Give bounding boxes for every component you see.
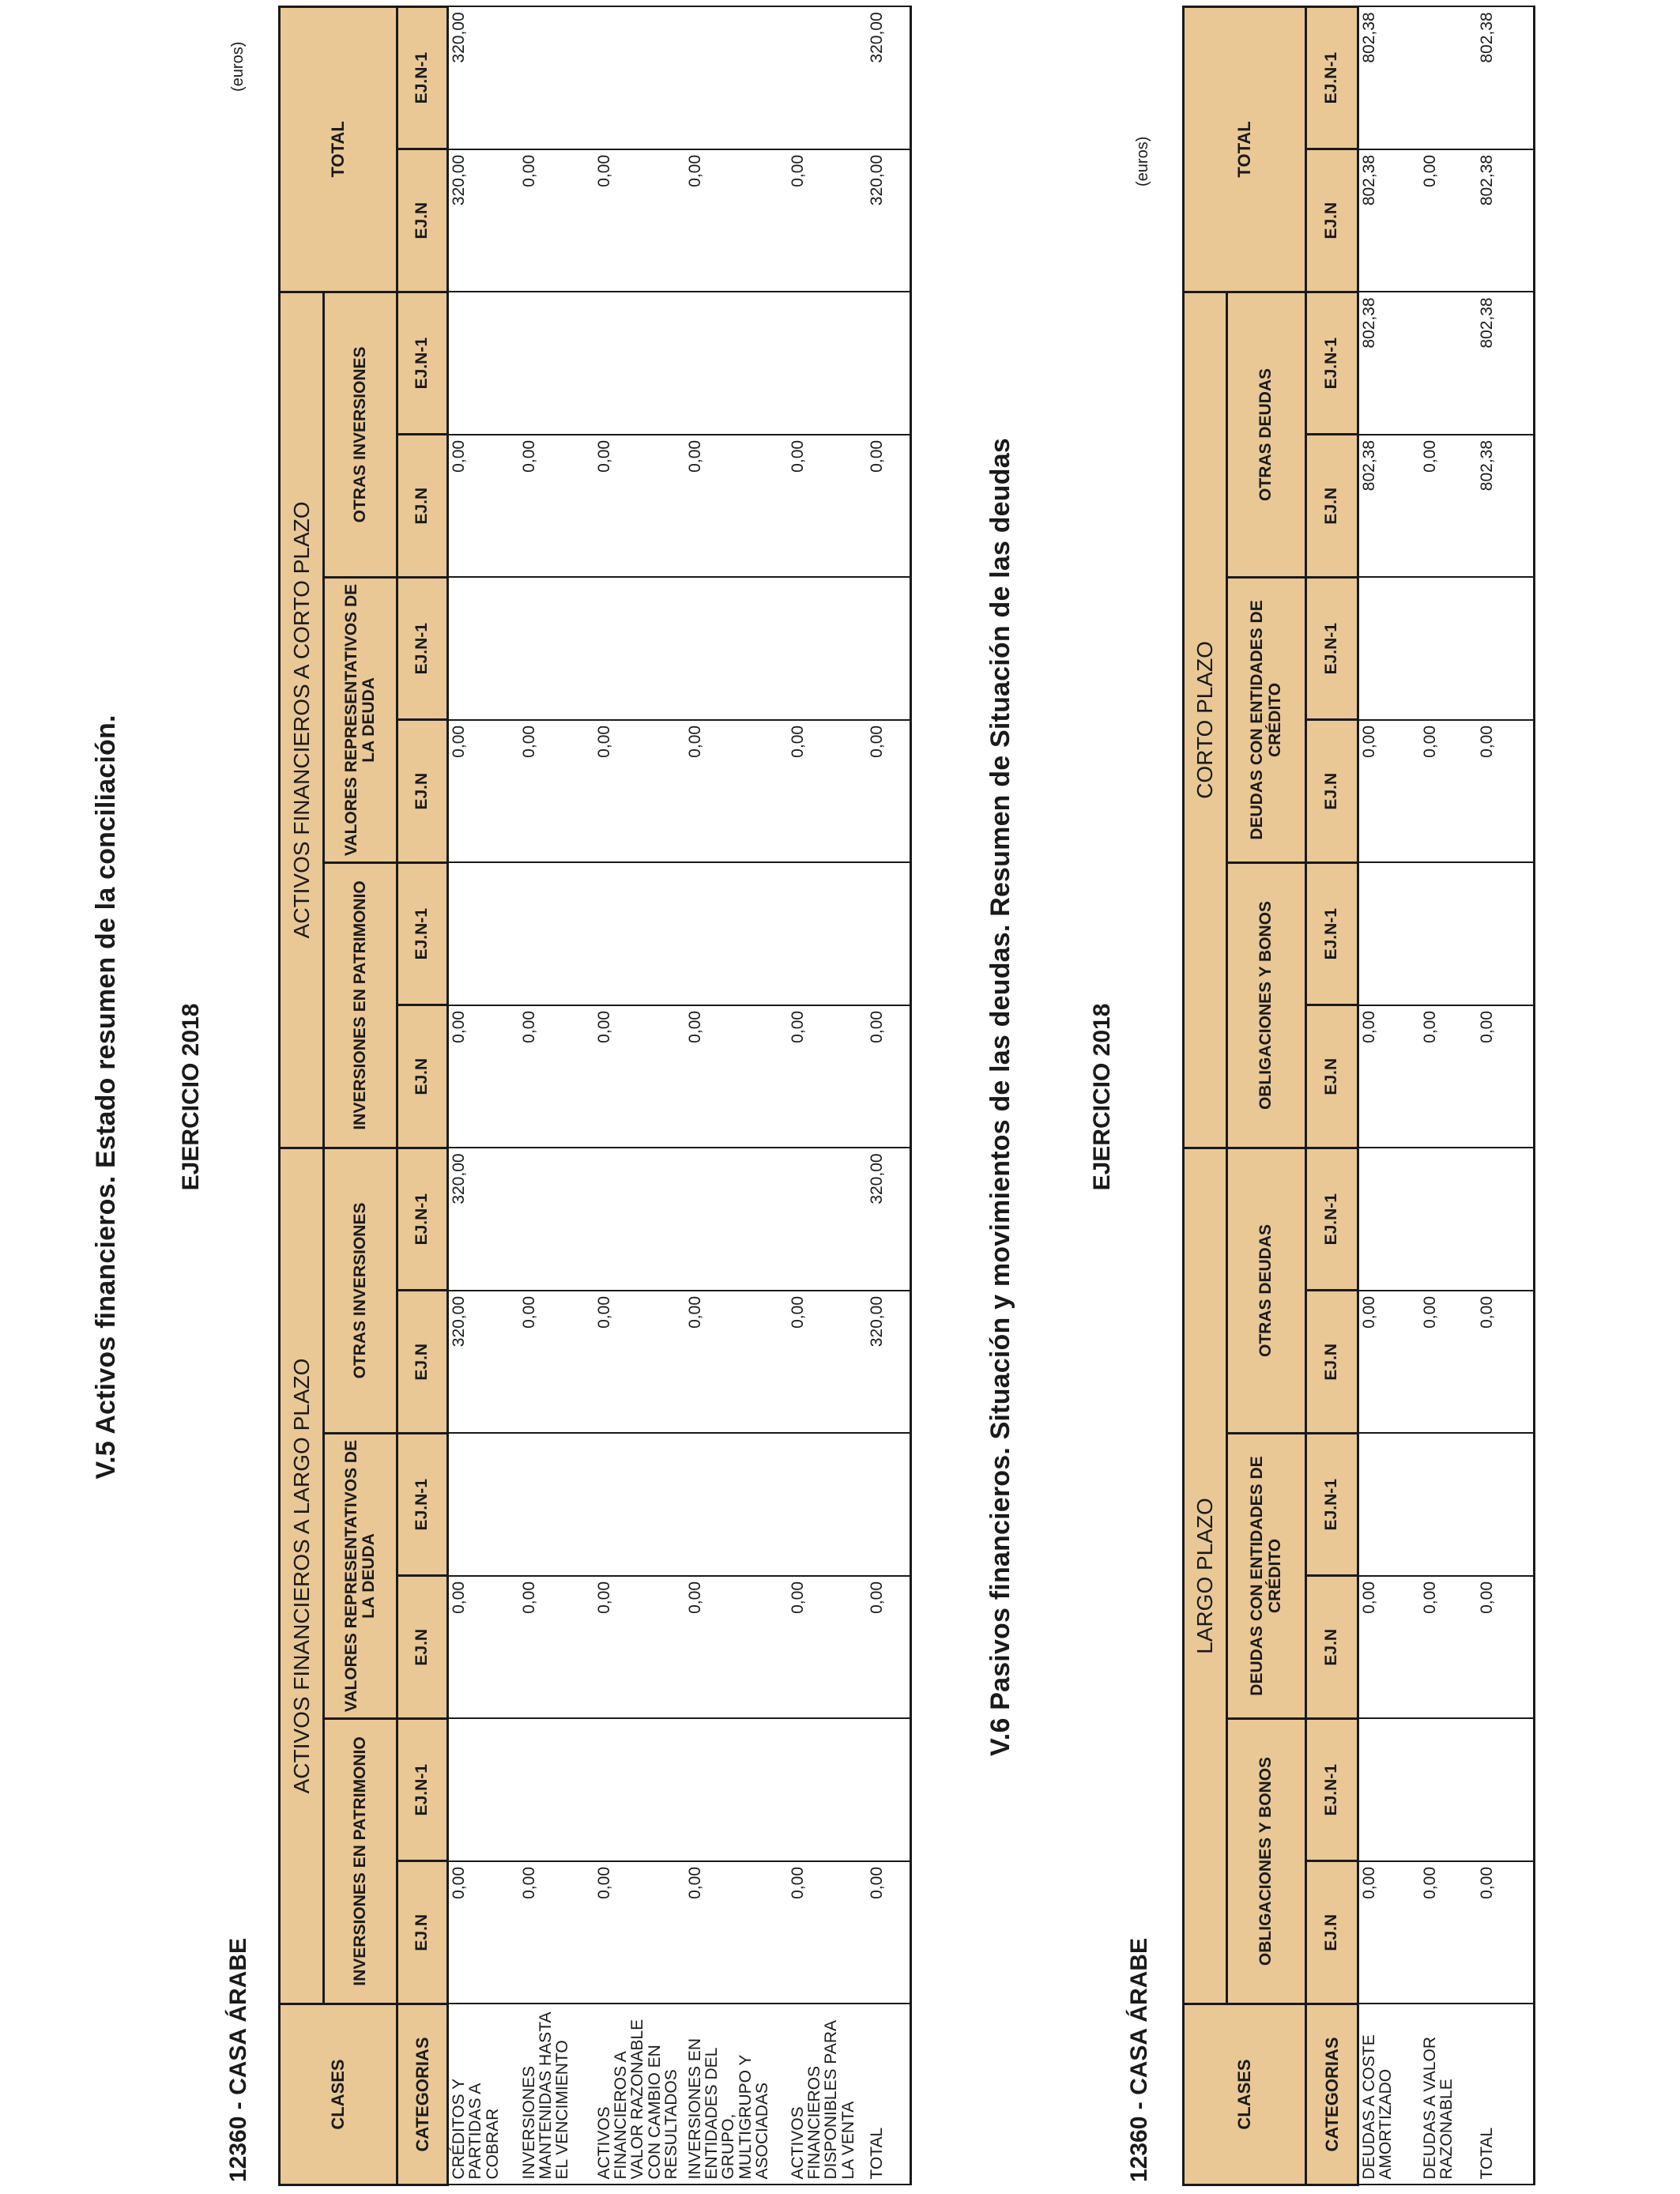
v6-header-cp-obligaciones: OBLIGACIONES Y BONOS xyxy=(1227,862,1306,1148)
value-cell: 802,38 xyxy=(1358,6,1420,149)
value-cell: 802,38 xyxy=(1477,292,1535,435)
v6-header-ej-n-1: EJ.N-1 xyxy=(1306,292,1358,435)
v5-header-lp-otras: OTRAS INVERSIONES xyxy=(324,1148,397,1433)
value-cell: 0,00 xyxy=(1358,1576,1420,1719)
value-cell xyxy=(685,1719,788,1862)
row-label: ACTIVOS FINANCIEROS DISPONIBLES PARA LA VENTA xyxy=(788,2004,867,2185)
value-cell: 802,38 xyxy=(1358,435,1420,578)
value-cell: 0,00 xyxy=(1420,720,1477,863)
v6-header-ej-n: EJ.N xyxy=(1306,1291,1358,1434)
v6-header-corto: CORTO PLAZO xyxy=(1184,292,1227,1148)
v6-header-ej-n-1: EJ.N-1 xyxy=(1306,6,1358,149)
table-row xyxy=(448,6,519,2185)
value-cell xyxy=(519,1719,594,1862)
v6-header-ej-n-1: EJ.N-1 xyxy=(1306,1434,1358,1577)
value-cell: 0,00 xyxy=(788,149,867,292)
value-cell xyxy=(1420,292,1477,435)
value-cell: 0,00 xyxy=(519,435,594,578)
value-cell xyxy=(1358,1148,1420,1291)
value-cell: 802,38 xyxy=(1477,149,1535,292)
v5-title: V.5 Activos financieros. Estado resumen de la conciliación. xyxy=(91,714,121,1480)
v5-header-ej-n: EJ.N xyxy=(397,149,448,292)
value-cell xyxy=(594,1148,685,1291)
v6-header-categorias: CATEGORIAS xyxy=(1306,2004,1358,2185)
value-cell xyxy=(1477,577,1535,720)
v5-unit: (euros) xyxy=(229,41,247,92)
value-cell xyxy=(519,292,594,435)
v5-header-ej-n-1: EJ.N-1 xyxy=(397,1148,448,1291)
v5-header-total: TOTAL xyxy=(280,6,397,292)
value-cell xyxy=(594,862,685,1005)
value-cell xyxy=(867,1719,911,1862)
value-cell: 0,00 xyxy=(519,720,594,863)
value-cell xyxy=(1420,6,1477,149)
v6-header-ej-n: EJ.N xyxy=(1306,435,1358,578)
v6-table xyxy=(1182,6,1535,2186)
v5-header-ej-n: EJ.N xyxy=(397,1576,448,1719)
value-cell: 320,00 xyxy=(448,149,519,292)
value-cell: 0,00 xyxy=(788,1005,867,1148)
value-cell: 0,00 xyxy=(1477,1291,1535,1434)
v6-header-ej-n-1: EJ.N-1 xyxy=(1306,1148,1358,1291)
v5-header-ej-n: EJ.N xyxy=(397,1291,448,1434)
value-cell xyxy=(519,577,594,720)
v5-header-ej-n: EJ.N xyxy=(397,720,448,863)
value-cell: 0,00 xyxy=(867,435,911,578)
value-cell xyxy=(594,1719,685,1862)
value-cell xyxy=(448,1434,519,1577)
table-row xyxy=(594,6,685,2185)
value-cell: 0,00 xyxy=(1477,1005,1535,1148)
v5-header-lp-valores: VALORES REPRESENTATIVOS DE LA DEUDA xyxy=(324,1434,397,1719)
table-row xyxy=(788,6,867,2185)
value-cell: 320,00 xyxy=(867,149,911,292)
value-cell: 320,00 xyxy=(448,1291,519,1434)
value-cell xyxy=(1477,1148,1535,1291)
value-cell: 0,00 xyxy=(867,1576,911,1719)
v5-header-cp-inv-patrimonio: INVERSIONES EN PATRIMONIO xyxy=(324,862,397,1148)
v6-header-total: TOTAL xyxy=(1184,6,1306,292)
value-cell xyxy=(448,1719,519,1862)
row-label: TOTAL xyxy=(867,2004,911,2185)
table-row xyxy=(867,6,911,2185)
row-label: CRÉDITOS Y PARTIDAS A COBRAR xyxy=(448,2004,519,2185)
value-cell: 0,00 xyxy=(1358,1005,1420,1148)
value-cell: 0,00 xyxy=(448,1861,519,2004)
value-cell xyxy=(1420,577,1477,720)
v5-header-largo: ACTIVOS FINANCIEROS A LARGO PLAZO xyxy=(280,1148,324,2004)
value-cell xyxy=(448,292,519,435)
value-cell: 0,00 xyxy=(867,720,911,863)
value-cell xyxy=(1420,862,1477,1005)
v5-header-ej-n-1: EJ.N-1 xyxy=(397,1719,448,1862)
value-cell xyxy=(867,862,911,1005)
value-cell xyxy=(594,1434,685,1577)
value-cell xyxy=(519,862,594,1005)
v6-header-clases: CLASES xyxy=(1184,2004,1306,2185)
value-cell: 0,00 xyxy=(519,1291,594,1434)
table-row xyxy=(1420,6,1477,2185)
value-cell xyxy=(594,577,685,720)
value-cell: 0,00 xyxy=(594,1861,685,2004)
v5-header-clases: CLASES xyxy=(280,2004,397,2185)
value-cell: 0,00 xyxy=(519,149,594,292)
row-label: DEUDAS A VALOR RAZONABLE xyxy=(1420,2004,1477,2185)
v6-title: V.6 Pasivos financieros. Situación y movimientos de las deudas. Resumen de Situación de las deudas xyxy=(985,438,1015,1756)
value-cell xyxy=(1358,1434,1420,1577)
v5-year: EJERCICIO 2018 xyxy=(178,1003,204,1191)
v6-unit: (euros) xyxy=(1134,136,1151,187)
v5-header-ej-n-1: EJ.N-1 xyxy=(397,577,448,720)
value-cell: 0,00 xyxy=(1420,435,1477,578)
v5-header-corto: ACTIVOS FINANCIEROS A CORTO PLAZO xyxy=(280,292,324,1148)
table-row xyxy=(1477,6,1535,2185)
v5-header-ej-n: EJ.N xyxy=(397,435,448,578)
value-cell: 0,00 xyxy=(788,1576,867,1719)
v5-entity: 12360 - CASA ÁRABE xyxy=(225,1938,251,2182)
v6-entity: 12360 - CASA ÁRABE xyxy=(1126,1938,1152,2182)
value-cell: 0,00 xyxy=(1477,1576,1535,1719)
v6-header-cp-deudas-credito: DEUDAS CON ENTIDADES DE CRÉDITO xyxy=(1227,577,1306,862)
value-cell: 0,00 xyxy=(685,1005,788,1148)
value-cell: 0,00 xyxy=(867,1005,911,1148)
v6-header-cp-otras-deudas: OTRAS DEUDAS xyxy=(1227,292,1306,577)
value-cell: 0,00 xyxy=(1477,1861,1535,2004)
table-row xyxy=(1358,6,1420,2185)
value-cell xyxy=(867,577,911,720)
v5-header-ej-n-1: EJ.N-1 xyxy=(397,6,448,149)
v5-header-cp-otras: OTRAS INVERSIONES xyxy=(324,292,397,577)
v6-header-largo: LARGO PLAZO xyxy=(1184,1148,1227,2004)
v5-header-categorias: CATEGORIAS xyxy=(397,2004,448,2185)
value-cell: 0,00 xyxy=(594,1005,685,1148)
value-cell: 0,00 xyxy=(1420,1291,1477,1434)
value-cell xyxy=(788,6,867,149)
value-cell: 802,38 xyxy=(1358,292,1420,435)
value-cell: 320,00 xyxy=(448,1148,519,1291)
v6-header-ej-n: EJ.N xyxy=(1306,720,1358,863)
value-cell: 0,00 xyxy=(594,435,685,578)
row-label: INVERSIONES EN ENTIDADES DEL GRUPO, MULTIGRUPO Y ASOCIADAS xyxy=(685,2004,788,2185)
v6-header-ej-n-1: EJ.N-1 xyxy=(1306,862,1358,1005)
row-label: ACTIVOS FINANCIEROS A VALOR RAZONABLE CON CAMBIO EN RESULTADOS xyxy=(594,2004,685,2185)
value-cell xyxy=(685,862,788,1005)
value-cell xyxy=(1420,1434,1477,1577)
value-cell: 0,00 xyxy=(448,720,519,863)
value-cell: 0,00 xyxy=(685,1576,788,1719)
value-cell: 0,00 xyxy=(1420,1861,1477,2004)
value-cell xyxy=(788,292,867,435)
value-cell: 0,00 xyxy=(685,149,788,292)
value-cell xyxy=(1358,577,1420,720)
value-cell: 0,00 xyxy=(594,1576,685,1719)
value-cell: 0,00 xyxy=(788,720,867,863)
value-cell: 0,00 xyxy=(448,435,519,578)
v5-table xyxy=(278,6,912,2186)
value-cell: 0,00 xyxy=(1420,1576,1477,1719)
value-cell xyxy=(519,1434,594,1577)
value-cell xyxy=(685,292,788,435)
table-row xyxy=(685,6,788,2185)
value-cell xyxy=(1420,1719,1477,1862)
v6-header-lp-otras-deudas: OTRAS DEUDAS xyxy=(1227,1148,1306,1433)
value-cell xyxy=(788,1148,867,1291)
value-cell: 0,00 xyxy=(1420,1005,1477,1148)
v5-header-cp-valores: VALORES REPRESENTATIVOS DE LA DEUDA xyxy=(324,577,397,862)
value-cell: 0,00 xyxy=(448,1005,519,1148)
value-cell: 0,00 xyxy=(519,1861,594,2004)
value-cell: 0,00 xyxy=(685,435,788,578)
value-cell xyxy=(594,292,685,435)
value-cell: 0,00 xyxy=(1477,720,1535,863)
value-cell xyxy=(448,862,519,1005)
value-cell xyxy=(867,1434,911,1577)
row-label: TOTAL xyxy=(1477,2004,1535,2185)
value-cell: 0,00 xyxy=(1358,1861,1420,2004)
value-cell: 0,00 xyxy=(519,1005,594,1148)
value-cell xyxy=(448,577,519,720)
value-cell xyxy=(1358,1719,1420,1862)
value-cell xyxy=(1477,1434,1535,1577)
v5-header-lp-inv-patrimonio: INVERSIONES EN PATRIMONIO xyxy=(324,1719,397,2004)
row-label: INVERSIONES MANTENIDAS HASTA EL VENCIMIENTO xyxy=(519,2004,594,2185)
table-row xyxy=(519,6,594,2185)
value-cell: 0,00 xyxy=(685,720,788,863)
value-cell: 320,00 xyxy=(867,1148,911,1291)
v5-header-ej-n-1: EJ.N-1 xyxy=(397,862,448,1005)
value-cell xyxy=(1477,862,1535,1005)
value-cell xyxy=(1477,1719,1535,1862)
value-cell: 0,00 xyxy=(1358,720,1420,863)
value-cell: 0,00 xyxy=(1358,1291,1420,1434)
value-cell: 320,00 xyxy=(867,6,911,149)
v6-header-ej-n-1: EJ.N-1 xyxy=(1306,577,1358,720)
value-cell xyxy=(788,1719,867,1862)
v5-header-ej-n-1: EJ.N-1 xyxy=(397,292,448,435)
value-cell: 0,00 xyxy=(519,1576,594,1719)
value-cell xyxy=(519,1148,594,1291)
value-cell: 0,00 xyxy=(1420,149,1477,292)
v6-header-lp-deudas-credito: DEUDAS CON ENTIDADES DE CRÉDITO xyxy=(1227,1434,1306,1719)
value-cell: 0,00 xyxy=(867,1861,911,2004)
value-cell: 0,00 xyxy=(594,149,685,292)
value-cell: 0,00 xyxy=(448,1576,519,1719)
value-cell xyxy=(685,6,788,149)
value-cell xyxy=(788,1434,867,1577)
v5-header-ej-n: EJ.N xyxy=(397,1861,448,2004)
value-cell: 802,38 xyxy=(1477,435,1535,578)
value-cell xyxy=(1420,1148,1477,1291)
value-cell: 0,00 xyxy=(788,435,867,578)
v5-header-ej-n-1: EJ.N-1 xyxy=(397,1434,448,1577)
value-cell: 0,00 xyxy=(685,1291,788,1434)
value-cell xyxy=(594,6,685,149)
value-cell xyxy=(1358,862,1420,1005)
value-cell xyxy=(788,577,867,720)
value-cell xyxy=(685,1148,788,1291)
value-cell xyxy=(519,6,594,149)
value-cell xyxy=(685,577,788,720)
value-cell: 320,00 xyxy=(867,1291,911,1434)
value-cell: 0,00 xyxy=(594,1291,685,1434)
value-cell xyxy=(685,1434,788,1577)
v6-header-ej-n-1: EJ.N-1 xyxy=(1306,1719,1358,1862)
value-cell: 0,00 xyxy=(594,720,685,863)
value-cell: 0,00 xyxy=(788,1291,867,1434)
v6-header-ej-n: EJ.N xyxy=(1306,1005,1358,1148)
value-cell: 0,00 xyxy=(685,1861,788,2004)
v6-header-ej-n: EJ.N xyxy=(1306,1861,1358,2004)
v5-header-ej-n: EJ.N xyxy=(397,1005,448,1148)
v6-header-lp-obligaciones: OBLIGACIONES Y BONOS xyxy=(1227,1719,1306,2004)
v6-header-ej-n: EJ.N xyxy=(1306,1576,1358,1719)
value-cell xyxy=(788,862,867,1005)
row-label: DEUDAS A COSTE AMORTIZADO xyxy=(1358,2004,1420,2185)
value-cell: 802,38 xyxy=(1358,149,1420,292)
v6-header-ej-n: EJ.N xyxy=(1306,149,1358,292)
v6-year: EJERCICIO 2018 xyxy=(1089,1003,1115,1191)
value-cell: 320,00 xyxy=(448,6,519,149)
value-cell xyxy=(867,292,911,435)
value-cell: 0,00 xyxy=(788,1861,867,2004)
value-cell: 802,38 xyxy=(1477,6,1535,149)
